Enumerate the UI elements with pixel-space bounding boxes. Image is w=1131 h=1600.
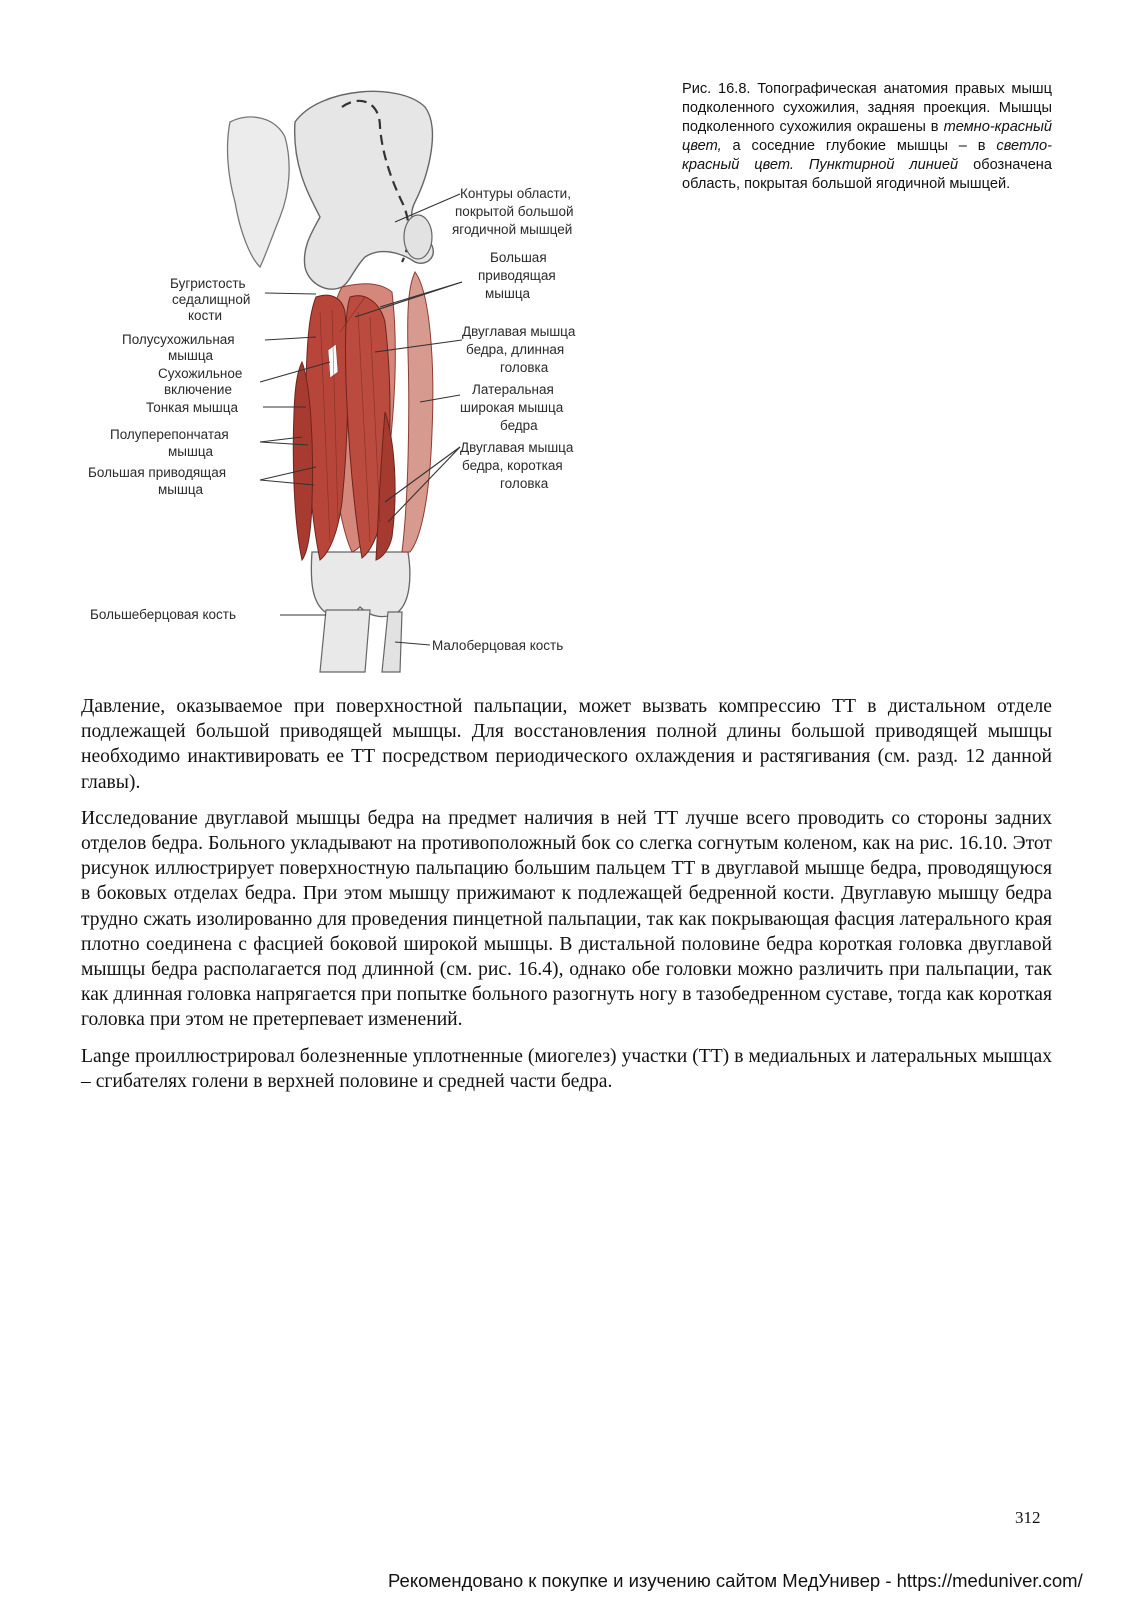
- femoral-head-bone: [404, 215, 432, 259]
- tibia-bone: [320, 610, 370, 672]
- caption-text-3: обозначена область, покрытая большой ягодичной мышцей.: [682, 157, 1052, 192]
- label-gluteal-area-3: ягодичной мышцей: [452, 222, 573, 237]
- caption-italic-2: светло-красный цвет. Пунктирной линией: [682, 138, 1052, 173]
- figure-caption: [682, 80, 1052, 194]
- footer-recommendation: Рекомендовано к покупке и изучению сайтом МедУнивер - https://meduniver.com/: [388, 1570, 1083, 1591]
- label-semimembranosus-2: мышца: [168, 444, 214, 459]
- paragraph-2: Исследование двуглавой мышцы бедра на предмет наличия в ней ТТ лучше всего проводить со стороны задних отделов бедра. Больного укладывают на противоположный бок со слегка согнутым коленом, как на рис. 16.10. Этот рисунок иллюстрирует поверхностную пальпацию большим пальцем ТТ в двуглавой мышце бедра, проводящуюся в боковых отделах бедра. При этом мышцу прижимают к подлежащей бедренной кости. Двуглавую мышцу бедра трудно сжать изолированно для проведения пинцетной пальпации, так как покрывающая фасция латерального края плотно соединена с фасцией боковой широкой мышцы. В дистальной половине бедра короткая головка двуглавой мышцы бедра располагается под длинной (см. рис. 16.4), однако обе головки можно различить при пальпации, так как длинная головка напрягается при попытке больного разогнуть ногу в тазобедренном суставе, тогда как короткая головка при этом не претерпевает изменений.: [81, 807, 1052, 1031]
- main-text: [81, 694, 1052, 1105]
- caption-text-1: Рис. 16.8. Топографическая анатомия правых мышц подколенного сухожилия, задняя проекция. Мышцы подколенного сухожилия окрашены в: [682, 81, 1052, 135]
- label-tibia: Большеберцовая кость: [90, 607, 236, 622]
- label-vastus-3: бедра: [500, 418, 538, 433]
- label-ischial-tuberosity-2: седалищной: [172, 292, 251, 307]
- label-semitendinosus-2: мышца: [168, 348, 214, 363]
- knee-bones: [311, 552, 410, 617]
- anatomy-figure: [80, 82, 640, 687]
- label-biceps-short-2: бедра, короткая: [462, 458, 563, 473]
- caption-italic-1: темно-красный цвет,: [682, 119, 1052, 154]
- label-ischial-tuberosity-1: Бугристость: [170, 276, 246, 291]
- label-biceps-long-3: головка: [500, 360, 549, 375]
- label-biceps-short-1: Двуглавая мышца: [460, 440, 574, 455]
- label-tendinous-1: Сухожильное: [158, 366, 243, 381]
- label-tendinous-2: включение: [164, 382, 232, 397]
- label-semimembranosus-1: Полуперепончатая: [110, 427, 229, 442]
- paragraph-3: Lange проиллюстрировал болезненные уплотненные (миогелез) участки (ТТ) в медиальных и латеральных мышцах – сгибателях голени в верхней половине и средней части бедра.: [81, 1045, 1052, 1092]
- hamstring-illustration: [80, 82, 640, 687]
- label-adductor-1: Большая: [490, 250, 547, 265]
- label-adductor-magnus-1: Большая приводящая: [88, 465, 227, 480]
- caption-text-2: а соседние глубокие мышцы – в: [721, 138, 997, 154]
- label-fibula: Малоберцовая кость: [432, 638, 564, 653]
- vastus-lateralis-muscle: [402, 272, 433, 552]
- page-number: 312: [1015, 1508, 1041, 1527]
- paragraph-1: Давление, оказываемое при поверхностной пальпации, может вызвать компрессию ТТ в дистальном отделе подлежащей большой приводящей мышцы. Для восстановления полной длины большой приводящей мышцы необходимо инактивировать ее ТТ посредством периодического охлаждения и растягивания (см. разд. 12 данной главы).: [81, 696, 1052, 793]
- label-biceps-short-3: головка: [500, 476, 549, 491]
- label-vastus-2: широкая мышца: [460, 400, 564, 415]
- label-gracilis: Тонкая мышца: [146, 400, 238, 415]
- label-adductor-2: приводящая: [478, 268, 556, 283]
- label-gluteal-area-2: покрытой большой: [455, 204, 574, 219]
- label-ischial-tuberosity-3: кости: [188, 308, 223, 323]
- label-adductor-3: мышца: [485, 286, 531, 301]
- label-adductor-magnus-2: мышца: [158, 482, 204, 497]
- label-biceps-long-1: Двуглавая мышца: [462, 324, 576, 339]
- label-gluteal-area-1: Контуры области,: [460, 186, 571, 201]
- label-semitendinosus-1: Полусухожильная: [122, 332, 235, 347]
- pelvis-bone: [295, 91, 434, 289]
- label-biceps-long-2: бедра, длинная: [466, 342, 565, 357]
- sacrum-bone: [228, 117, 290, 267]
- label-vastus-1: Латеральная: [472, 382, 554, 397]
